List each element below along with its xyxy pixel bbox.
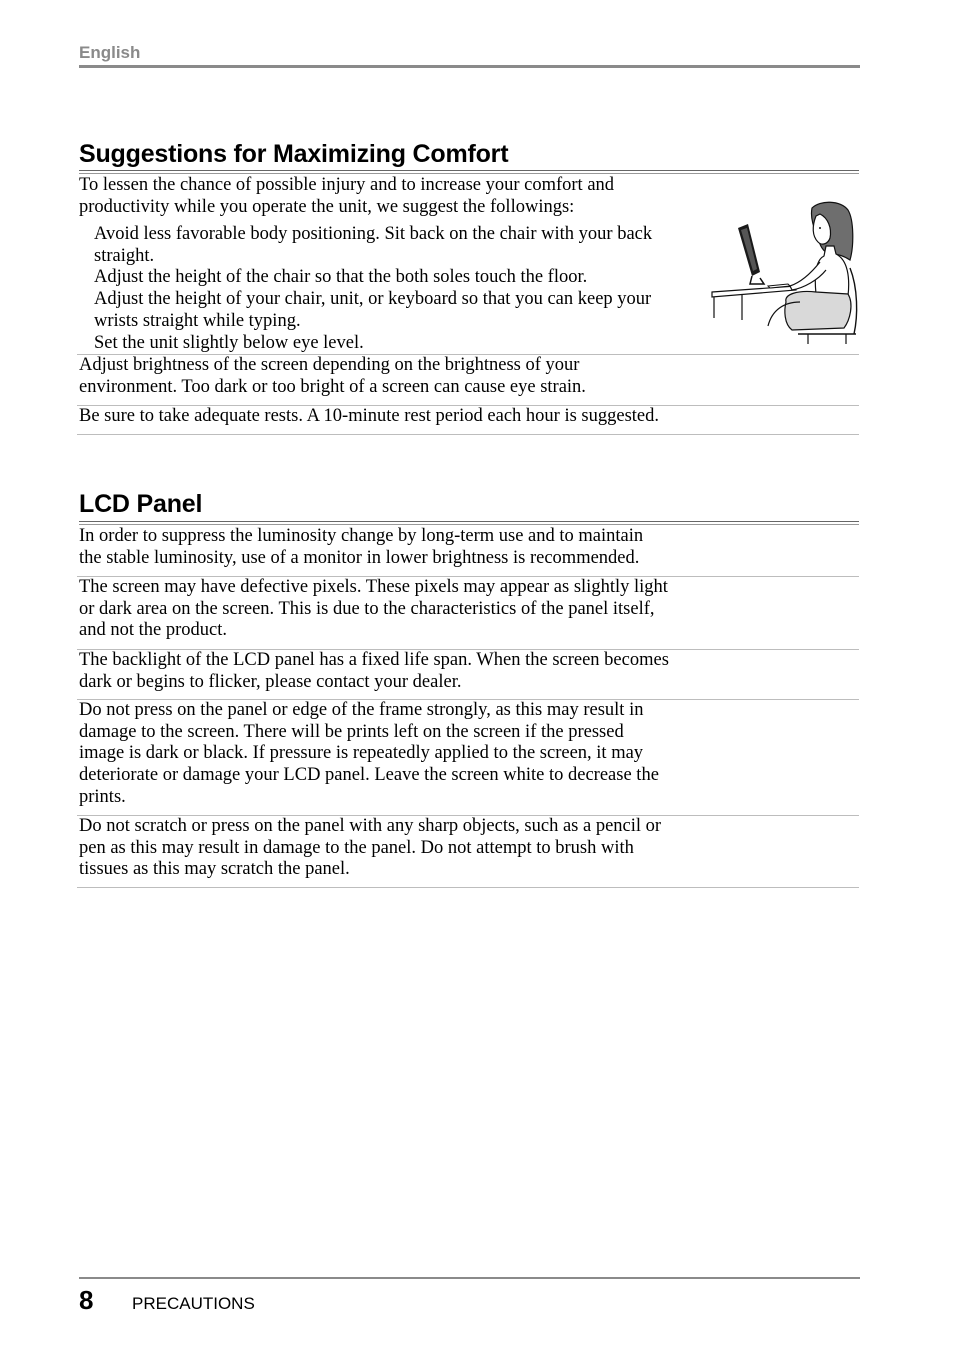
comfort-intro: To lessen the chance of possible injury and to increase your comfort and productivity while you operate the unit, we suggest the followings: — [79, 175, 615, 217]
lcd-item: Do not scratch or press on the panel with any sharp objects, such as a pencil or pen as this may result in damage to the panel. Do not attempt to brush with tissues as this may scratch the panel. — [79, 816, 662, 880]
row-divider — [77, 434, 859, 435]
lcd-item: In order to suppress the luminosity change by long-term use and to maintain the stable luminosity, use of a monitor in lower brightness is recommended. — [79, 526, 644, 568]
footer-rule — [79, 1277, 860, 1279]
lcd-item: Do not press on the panel or edge of the frame strongly, as this may result in damage to the screen. There will be prints left on the screen if the pressed image is dark or black. If pressure is repeatedly applied to the screen, it may deteriorate or damage your LCD panel. Leave the screen white to decrease the prints. — [79, 700, 659, 807]
section-rule — [79, 521, 859, 522]
section-rule — [79, 173, 859, 174]
tip-line: Adjust the height of the chair so that the both soles touch the floor. — [94, 267, 588, 288]
brightness-note: Adjust brightness of the screen depending on the brightness of your environment. Too dark or too bright of a screen can cause eye strain. — [79, 355, 586, 397]
lcd-item: The backlight of the LCD panel has a fixed life span. When the screen becomes dark or begins to flicker, please contact your dealer. — [79, 650, 669, 692]
section-rule — [79, 170, 859, 171]
comfort-tips — [94, 224, 652, 354]
header-rule — [79, 65, 860, 68]
tip-line: straight. — [94, 245, 155, 266]
tip-line: Adjust the height of your chair, unit, or keyboard so that you can keep your — [94, 289, 652, 310]
section-title-comfort: Suggestions for Maximizing Comfort — [79, 140, 509, 168]
seated-posture-illustration — [708, 198, 860, 346]
tip-line: Set the unit slightly below eye level. — [94, 332, 364, 353]
footer-section-label: PRECAUTIONS — [132, 1294, 255, 1313]
language-label: English — [79, 43, 141, 62]
lcd-item: The screen may have defective pixels. These pixels may appear as slightly light or dark area on the screen. This is due to the characteristics of the panel itself, and not the product. — [79, 577, 668, 641]
row-divider — [77, 887, 859, 888]
tip-line: wrists straight while typing. — [94, 310, 301, 331]
tip-line: Avoid less favorable body positioning. Sit back on the chair with your back — [94, 224, 653, 244]
page-number: 8 — [79, 1285, 94, 1315]
section-title-lcd: LCD Panel — [79, 490, 203, 518]
rest-note: Be sure to take adequate rests. A 10-minute rest period each hour is suggested. — [79, 406, 660, 426]
section-rule — [79, 524, 859, 525]
